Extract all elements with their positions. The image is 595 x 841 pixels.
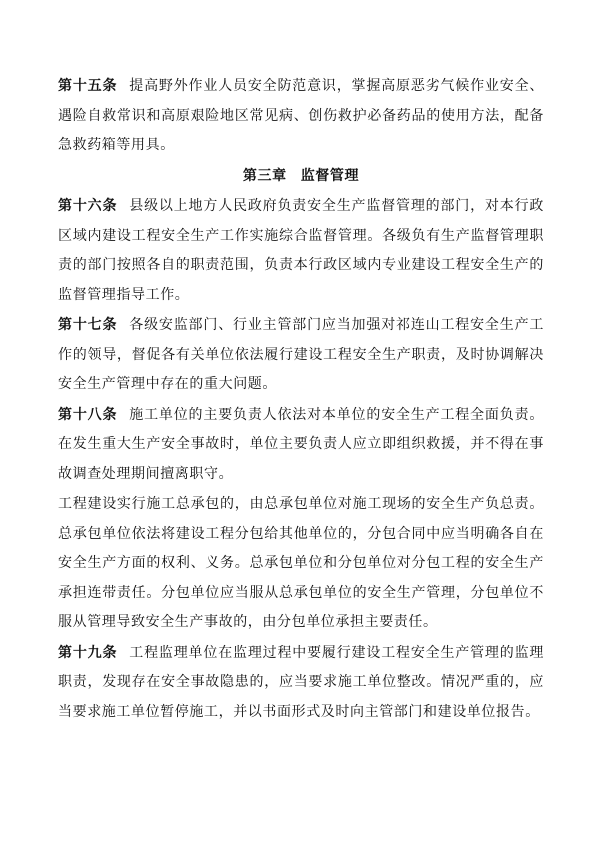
article-18 bbox=[58, 401, 544, 490]
chapter-title: 监督管理 bbox=[300, 167, 360, 184]
general-contracting-paragraph: 工程建设实行施工总承包的，由总承包单位对施工现场的安全生产负总责。总承包单位依法将建设工程分包给其他单位的，分包合同中应当明确各自在安全生产方面的权利、义务。总承包单位和分包单位对分包工程的安全生产承担连带责任。分包单位应当服从总承包单位的安全生产管理，分包单位不服从管理导致安全生产事故的，由分包单位承担主要责任。 bbox=[58, 496, 544, 630]
article-17 bbox=[58, 311, 544, 400]
article-19 bbox=[58, 639, 544, 728]
document-page bbox=[58, 72, 544, 728]
article-text: 各级安监部门、行业主管部门应当加强对祁连山工程安全生产工作的领导，督促各有关单位依法履行建设工程安全生产职责，及时协调解决安全生产管理中存在的重大问题。 bbox=[58, 317, 544, 392]
article-text: 施工单位的主要负责人依法对本单位的安全生产工程全面负责。在发生重大生产安全事故时，单位主要负责人应立即组织救援，并不得在事故调查处理期间擅离职守。 bbox=[58, 406, 544, 482]
article-text: 工程监理单位在监理过程中要履行建设工程安全生产管理的监理职责，发现存在安全事故隐患的，应当要求施工单位整改。情况严重的，应当要求施工单位暂停施工，并以书面形式及时向主管部门和建设单位报告。 bbox=[58, 644, 544, 720]
article-text: 县级以上地方人民政府负责安全生产监督管理的部门，对本行政区域内建设工程安全生产工作实施综合监督管理。各级负有生产监督管理职责的部门按照各自的职责范围，负责本行政区域内专业建设工程安全生产的监督管理指导工作。 bbox=[58, 198, 544, 303]
chapter-number: 第三章 bbox=[242, 167, 287, 184]
article-number: 第十九条 bbox=[58, 644, 118, 661]
article-number: 第十五条 bbox=[58, 78, 118, 94]
article-number: 第十七条 bbox=[58, 317, 118, 333]
chapter-heading bbox=[58, 162, 544, 192]
article-15 bbox=[58, 72, 544, 161]
article-16 bbox=[58, 192, 544, 310]
article-text: 提高野外作业人员安全防范意识，掌握高原恶劣气候作业安全、遇险自救常识和高原艰险地区常见病、创伤救护必备药品的使用方法，配备急救药箱等用具。 bbox=[58, 78, 544, 153]
article-number: 第十八条 bbox=[58, 406, 118, 423]
article-number: 第十六条 bbox=[58, 198, 118, 214]
